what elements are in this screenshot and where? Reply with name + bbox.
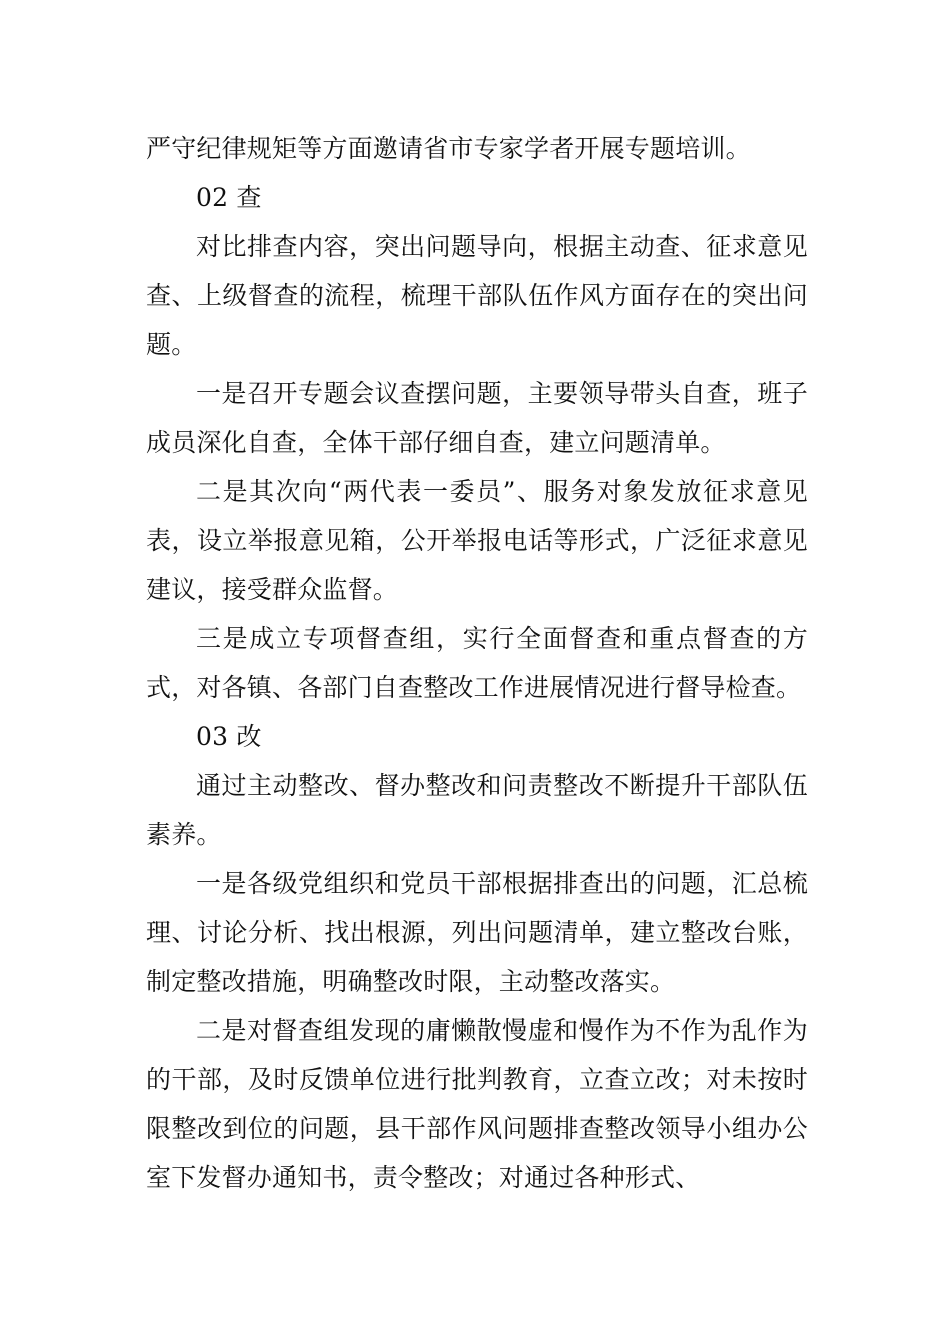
document-body [146,124,808,1202]
paragraph-check-intro: 对比排查内容，突出问题导向，根据主动查、征求意见查、上级督查的流程，梳理干部队伍作风方面存在的突出问题。 [146,232,808,359]
paragraph-reform-intro: 通过主动整改、督办整改和问责整改不断提升干部队伍素养。 [146,771,808,849]
paragraph-continuation: 严守纪律规矩等方面邀请省市专家学者开展专题培训。 [146,134,751,163]
section-heading-reform: 03 改 [196,722,262,751]
paragraph-check-three: 三是成立专项督查组，实行全面督查和重点督查的方式，对各镇、各部门自查整改工作进展情况进行督导检查。 [146,624,808,702]
section-heading-check: 02 查 [196,183,262,212]
paragraph-reform-two: 二是对督查组发现的庸懒散慢虚和慢作为不作为乱作为的干部，及时反馈单位进行批判教育，立查立改；对未按时限整改到位的问题，县干部作风问题排查整改领导小组办公室下发督办通知书，责令整改；对通过各种形式、 [146,1016,808,1192]
paragraph-check-two: 二是其次向“两代表一委员”、服务对象发放征求意见表，设立举报意见箱，公开举报电话等形式，广泛征求意见建议，接受群众监督。 [146,477,808,604]
paragraph-check-one: 一是召开专题会议查摆问题，主要领导带头自查，班子成员深化自查，全体干部仔细自查，建立问题清单。 [146,379,808,457]
paragraph-reform-one: 一是各级党组织和党员干部根据排查出的问题，汇总梳理、讨论分析、找出根源，列出问题清单，建立整改台账，制定整改措施，明确整改时限，主动整改落实。 [146,869,808,996]
